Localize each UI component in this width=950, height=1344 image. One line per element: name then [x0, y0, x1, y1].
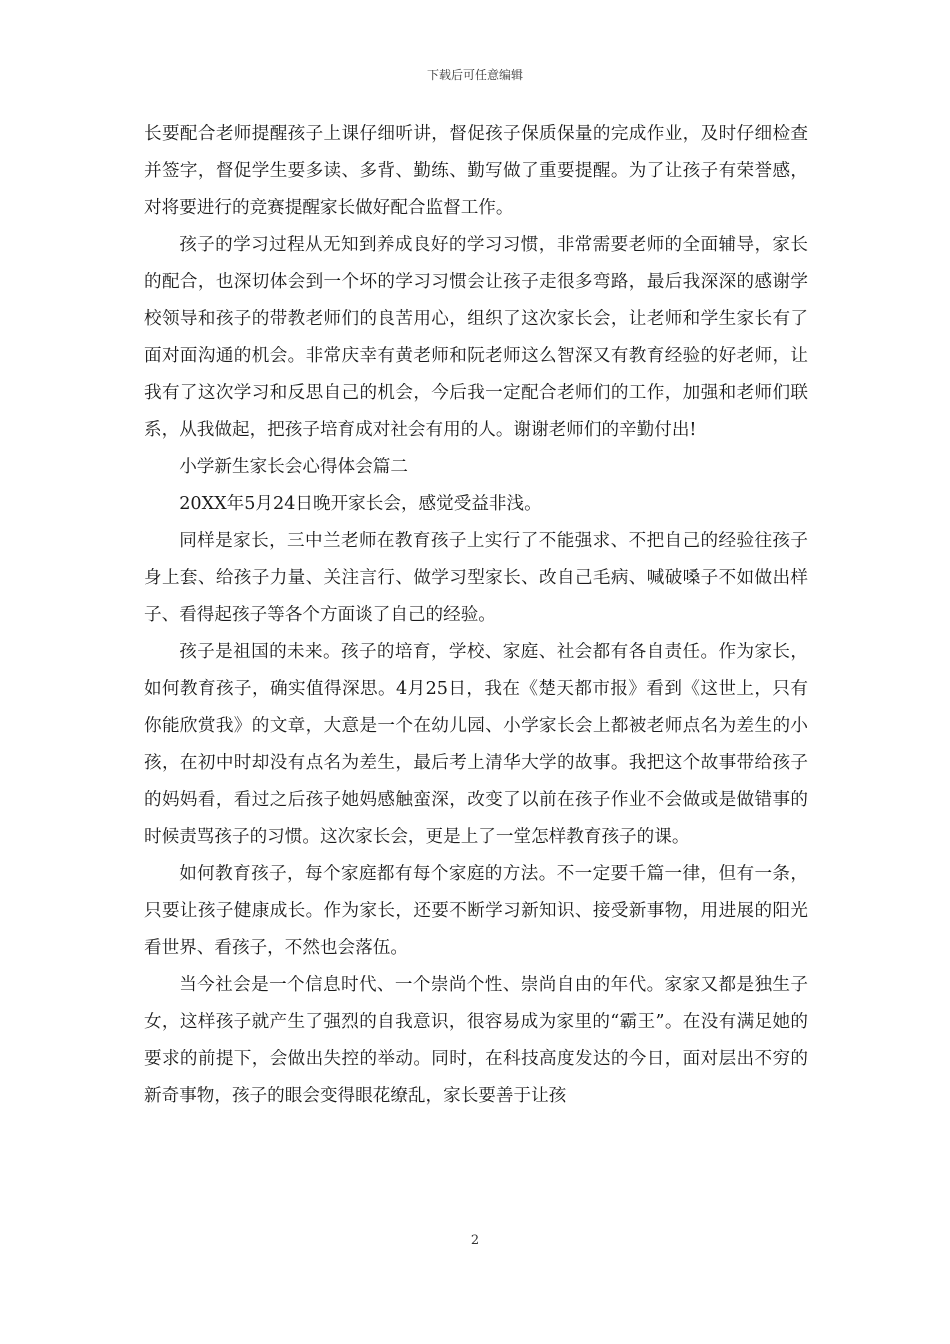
paragraph: 如何教育孩子，每个家庭都有每个家庭的方法。不一定要千篇一律，但有一条，只要让孩子健康成长。作为家长，还要不断学习新知识、接受新事物，用进展的阳光看世界、看孩子，不然也会落伍。: [144, 864, 808, 958]
paragraph-date: 20XX年5月24日晚开家长会，感觉受益非浅。: [179, 494, 542, 514]
paragraph: 当今社会是一个信息时代、一个崇尚个性、崇尚自由的年代。家家又都是独生子女，这样孩子就产生了强烈的自我意识，很容易成为家里的“霸王”。在没有满足她的要求的前提下，会做出失控的举动。同时，在科技高度发达的今日，面对层出不穷的新奇事物，孩子的眼会变得眼花缭乱，家长要善于让孩: [144, 975, 808, 1106]
paragraph: 孩子是祖国的未来。孩子的培育，学校、家庭、社会都有各自责任。作为家长，如何教育孩子，确实值得深思。4月25日，我在《楚天都市报》看到《这世上，只有你能欣赏我》的文章，大意是一个在幼儿园、小学家长会上都被老师点名为差生的小孩，在初中时却没有点名为差生，最后考上清华大学的故事。我把这个故事带给孩子的妈妈看，看过之后孩子她妈感触蛮深，改变了以前在孩子作业不会做或是做错事的时候责骂孩子的习惯。这次家长会，更是上了一堂怎样教育孩子的课。: [144, 642, 808, 847]
paragraph: 同样是家长，三中兰老师在教育孩子上实行了不能强求、不把自己的经验往孩子身上套、给孩子力量、关注言行、做学习型家长、改自己毛病、喊破嗓子不如做出样子、看得起孩子等各个方面谈了自己的经验。: [144, 531, 808, 625]
section-heading: 小学新生家长会心得体会篇二: [179, 457, 408, 477]
page-number: 2: [470, 1233, 480, 1248]
page-header: 下载后可任意编辑: [426, 68, 523, 82]
document-body: [144, 116, 808, 1115]
paragraph: 孩子的学习过程从无知到养成良好的学习习惯，非常需要老师的全面辅导，家长的配合，也深切体会到一个坏的学习习惯会让孩子走很多弯路，最后我深深的感谢学校领导和孩子的带教老师们的良苦用心，组织了这次家长会，让老师和学生家长有了面对面沟通的机会。非常庆幸有黄老师和阮老师这么智深又有教育经验的好老师，让我有了这次学习和反思自己的机会，今后我一定配合老师们的工作，加强和老师们联系，从我做起，把孩子培育成对社会有用的人。谢谢老师们的辛勤付出!: [144, 235, 808, 440]
paragraph-continuation: 长要配合老师提醒孩子上课仔细听讲，督促孩子保质保量的完成作业，及时仔细检查并签字，督促学生要多读、多背、勤练、勤写做了重要提醒。为了让孩子有荣誉感，对将要进行的竞赛提醒家长做好配合监督工作。: [144, 124, 808, 218]
